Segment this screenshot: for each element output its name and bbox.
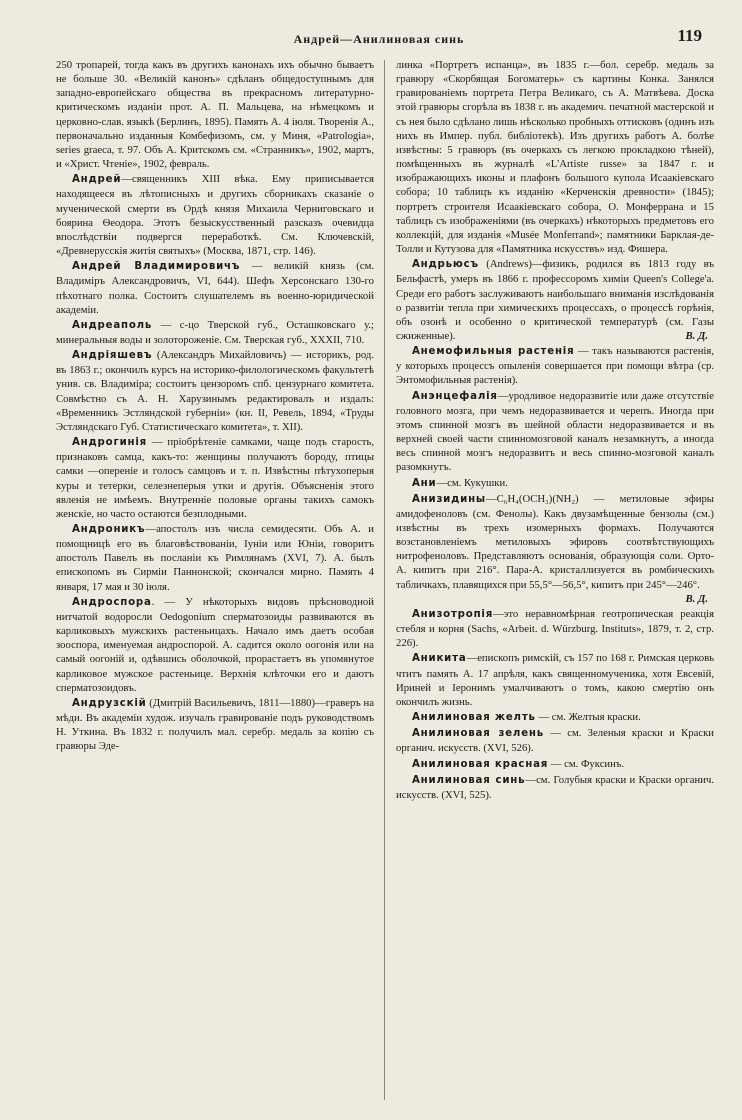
entry	[56, 318, 374, 347]
entry-text: —C₆H₄(OCH₃)(NH₂) — метиловые эфиры амидофеноловъ (см. Фенолы). Какъ двузамѣщенные бензолы (см.) извѣстны въ трехъ изомерныхъ формахъ. Получаются возстановленіемъ метиловыхъ эфировъ соотвѣтствующихъ нитрофеноловъ. Представляютъ основанія, образующія соли. Орто-А. кипитъ при 216°. Пара-А. кристаллизуется въ ромбическихъ табличкахъ, плавящихся при 55,5°—56,5°, кипитъ при 245°—246°.	[396, 492, 714, 591]
entry-headword: Андрьюсъ	[412, 259, 479, 271]
entry-headword: Андреаполь	[72, 319, 153, 331]
entry	[396, 476, 714, 491]
entry-headword: Анилиновая зелень	[412, 728, 544, 740]
entry-text: (Andrews)—физикъ, родился въ 1813 году въ Бельфастѣ, умеръ въ 1866 г. профессоромъ химіи Queen's College'а. Среди его работъ заслуживаютъ наибольшаго вниманія изслѣдованія о развитіи тепла при химическихъ процессахъ, о процессѣ горѣнія, объ озонѣ и особенно о критической температурѣ (см. Газы сжиженные).	[396, 258, 714, 342]
entry	[56, 348, 374, 434]
entry-headword: Аникита	[412, 653, 467, 665]
entry	[396, 757, 714, 772]
entry-text: — великій князь (см. Владиміръ Александровичъ, VI, 644). Шефъ Херсонскаго 130-го пѣхотнаго полка. Состоитъ слушателемъ въ военно-юридической академіи.	[56, 260, 375, 316]
entry	[56, 172, 374, 258]
entry-headword: Анилиновая синь	[412, 774, 526, 786]
entry	[56, 435, 374, 521]
entry-headword: Андрей Владимировичъ	[72, 261, 241, 273]
entry-headword: Андрей	[72, 174, 122, 186]
entry-headword: Андроникъ	[72, 524, 146, 535]
entry-headword: Андрогинія	[72, 437, 147, 449]
entry-text: — пріобрѣтеніе самками, чаще подъ старость, признаковъ самца, какъ-то: женщины получаютъ бороду, птицы самки —опереніе и голосъ самцовъ и т. п. Извѣстны пѣтухоперыя куры и тетерки, селезнеперыя утки и другія. Объясненія этого явленія не имѣемъ. Внутренніе половые органы такихъ самокъ женскіе, но часто остаются безплодными.	[56, 436, 374, 520]
entry-text: (Дмитрій Васильевичъ, 1811—1880)—граверъ на мѣди. Въ академіи худож. изучалъ гравированіе подъ руководствомъ Н. Уткина. Въ 1832 г. получилъ мал. серебр. медаль за копію съ гравюры Эде-	[56, 696, 374, 753]
entry-headword: Анемофильныя растенія	[412, 346, 575, 358]
entry-headword: Андроспора	[72, 596, 152, 608]
entry-text: линка «Портретъ испанца», въ 1835 г.—бол. серебр. медаль за гравюру «Скорбящая Богоматерь» съ картины Конка. Занялся гравированіемъ портрета Петра Великаго, съ А. Матвѣева. Доска этой гравюры сгорѣла въ 1838 г. въ академич. печатной мастерской и съ нея было сдѣлано лишь нѣсколько пробныхъ оттисковъ (одинъ изъ нихъ въ Импер. публ. библіотекѣ). Изъ другихъ работъ А. болѣе извѣстны: 5 гравюръ (въ очеркахъ съ легкою прокладкою тѣней), помѣщенныхъ въ журналѣ «L'Artiste russe» за 1847 г. и изображающихъ иконы и плафонъ большого купола Исаакіевскаго собора; 10 таблицъ къ изданію «Керченскія древности» (1845); портретъ строителя Исаакіевскаго собора, О. Монферрана и 15 таблицъ съ изображеніями (въ очеркахъ) нѣкоторыхъ предметовъ его коллекцій, для изданія «Musée Monferrand»; памятники Барклая-де-Толли и Кутузова для «Памятника искусствъ» изд. Фишера.	[396, 59, 714, 256]
entry-text: 250 тропарей, тогда какъ въ другихъ канонахъ ихъ обычно бываетъ не больше 30. «Великій канонъ» сдѣланъ общедоступнымъ для западно-европейскаго общества въ прекрасномъ литературно-критическомъ изданіи прот. А. П. Мальцева, на нѣмецкомъ и церковно-слав. языкѣ (Берлинъ, 1895). Память А. 4 іюля. Творенія А., первоначально изданныя Комбефизомъ, см. у Миня, «Patrologia», series graeca, т. 97. Объ А. Критскомъ см. «Странникъ», 1902, мартъ, и «Христ. Чтеніе», 1902, февраль.	[56, 59, 374, 171]
page-header	[56, 26, 702, 52]
entry	[396, 651, 714, 709]
entry-text: —священникъ XIII вѣка. Ему приписывается находящееся въ лѣтописныхъ и другихъ сборникахъ сказаніе о мученической смерти въ Ордѣ князя Михаила Черниговскаго и боярина Ѳеодора. Этотъ безыскусственный разсказъ очевидца впослѣдствіи подвергся переработкѣ. См. Ключевскій, «Древнерусскія житія святыхъ» (Москва, 1871, стр. 146).	[56, 173, 374, 258]
entry	[396, 58, 714, 256]
running-head: Андрей—Анилиновая синь	[293, 32, 465, 46]
entry-headword: Анилиновая желть	[412, 712, 536, 724]
entry	[396, 726, 714, 755]
entry-headword: Анизотропія	[412, 608, 494, 620]
left-column	[56, 58, 374, 1106]
entry-text: —это неравномѣрная геотропическая реакція стебля и корня (Sachs, «Arbeit. d. Würzburg. Instituts», 1879, т. 2, стр. 226).	[396, 607, 714, 650]
entry	[396, 389, 714, 475]
entry	[396, 607, 714, 650]
entry-headword: Ани	[412, 477, 437, 489]
entry-text: (Александръ Михайловичъ) — историкъ, род. въ 1863 г.; окончилъ курсъ на историко-филологическомъ факультетѣ унив. св. Владиміра; состоитъ цензоромъ спб. цензурнаго комитета. Совмѣстно съ А. Н. Харузинымъ редактировалъ и издалъ: «Временникъ Эстляндской губерніи» (кн. II, Ревель, 1894, «Труды Эстляндскаго Губ. Статистическаго комитета», т. XII).	[56, 349, 374, 433]
entry-text: — см. Желтыя краски.	[535, 711, 641, 724]
entry-text: —апостолъ изъ числа семидесяти. Объ А. и помощницѣ его въ благовѣствованіи, Іуніи или Юніи, говоритъ апостолъ Павелъ въ посланіи къ Римлянамъ (XVI, 7). А. былъ епископомъ въ Сирміи Паннонской; скончался мирно. Память 4 января, 17 мая и 30 іюля.	[56, 523, 374, 593]
entry-text: — такъ называются растенія, у которыхъ процессъ опыленія совершается при помощи вѣтра (ср. Энтомофильныя растенія).	[396, 345, 714, 387]
entry-headword: Анилиновая красная	[412, 758, 549, 770]
entry	[56, 696, 374, 754]
entry-text: —см. Голубыя краски и Краски органич. искусств. (XVI, 525).	[396, 773, 714, 801]
entry	[396, 492, 714, 606]
entry-headword: Андріяшевъ	[72, 350, 153, 362]
entry-text: —уродливое недоразвитіе или даже отсутствіе головного мозга, при чемъ недоразвивается и черепъ. Иногда при этомъ спинной мозгъ въ шейной области недоразвивается и въ верхней своей части спинномозговой каналъ незамкнутъ, а иногда весь спинной мозгъ недоразвитъ и весь спинно-мозговой каналъ разомкнутъ.	[396, 389, 714, 474]
entry-text: — см. Зеленыя краски и Краски органич. искусств. (XVI, 526).	[396, 727, 715, 755]
entry-text: — с-цо Тверской губ., Осташковскаго у.; минеральныя воды и золотороженіе. См. Тверская губ., XXXII, 710.	[56, 318, 374, 346]
right-column	[396, 58, 714, 1106]
entry	[396, 344, 714, 387]
entry-headword: Анэнцефалія	[412, 390, 498, 402]
page-number: 119	[677, 26, 702, 45]
entry	[396, 773, 714, 802]
entry-headword: Андрузскій	[72, 697, 147, 709]
entry-text: . — У нѣкоторыхъ видовъ прѣсноводной нитчатой водоросли Oedogonium сперматозоиды развиваются въ карликовыхъ мужскихъ растеньицахъ. Начало имъ даетъ особая зооспора, именуемая андроспорой. А. садится около оогонія или на самый оогоній и, одѣвшись оболочкой, прорастаетъ въ упомянутое карликовое мужское растеньице. Верхнія клѣточки его и даютъ сперматозоидовъ.	[56, 595, 374, 694]
entry	[56, 58, 374, 171]
entry-headword: Анизидины	[412, 493, 486, 505]
entry-author: В. Д.	[685, 329, 708, 342]
text-columns	[56, 58, 714, 1106]
entry	[56, 522, 374, 594]
entry	[56, 595, 374, 695]
entry-text: —см. Кукушки.	[436, 476, 508, 489]
entry	[396, 710, 714, 725]
entry-author: В. Д.	[685, 592, 708, 605]
entry-text: —епископъ римскій, съ 157 по 168 г. Римская церковь чтитъ память А. 17 апрѣля, какъ священномученика, хотя Евсевій, Ириней и Іеронимъ умалчиваютъ о томъ, какою смертію онъ окончилъ жизнь.	[396, 652, 714, 708]
entry	[396, 257, 714, 343]
entry	[56, 259, 374, 317]
entry-text: — см. Фуксинъ.	[548, 757, 625, 770]
